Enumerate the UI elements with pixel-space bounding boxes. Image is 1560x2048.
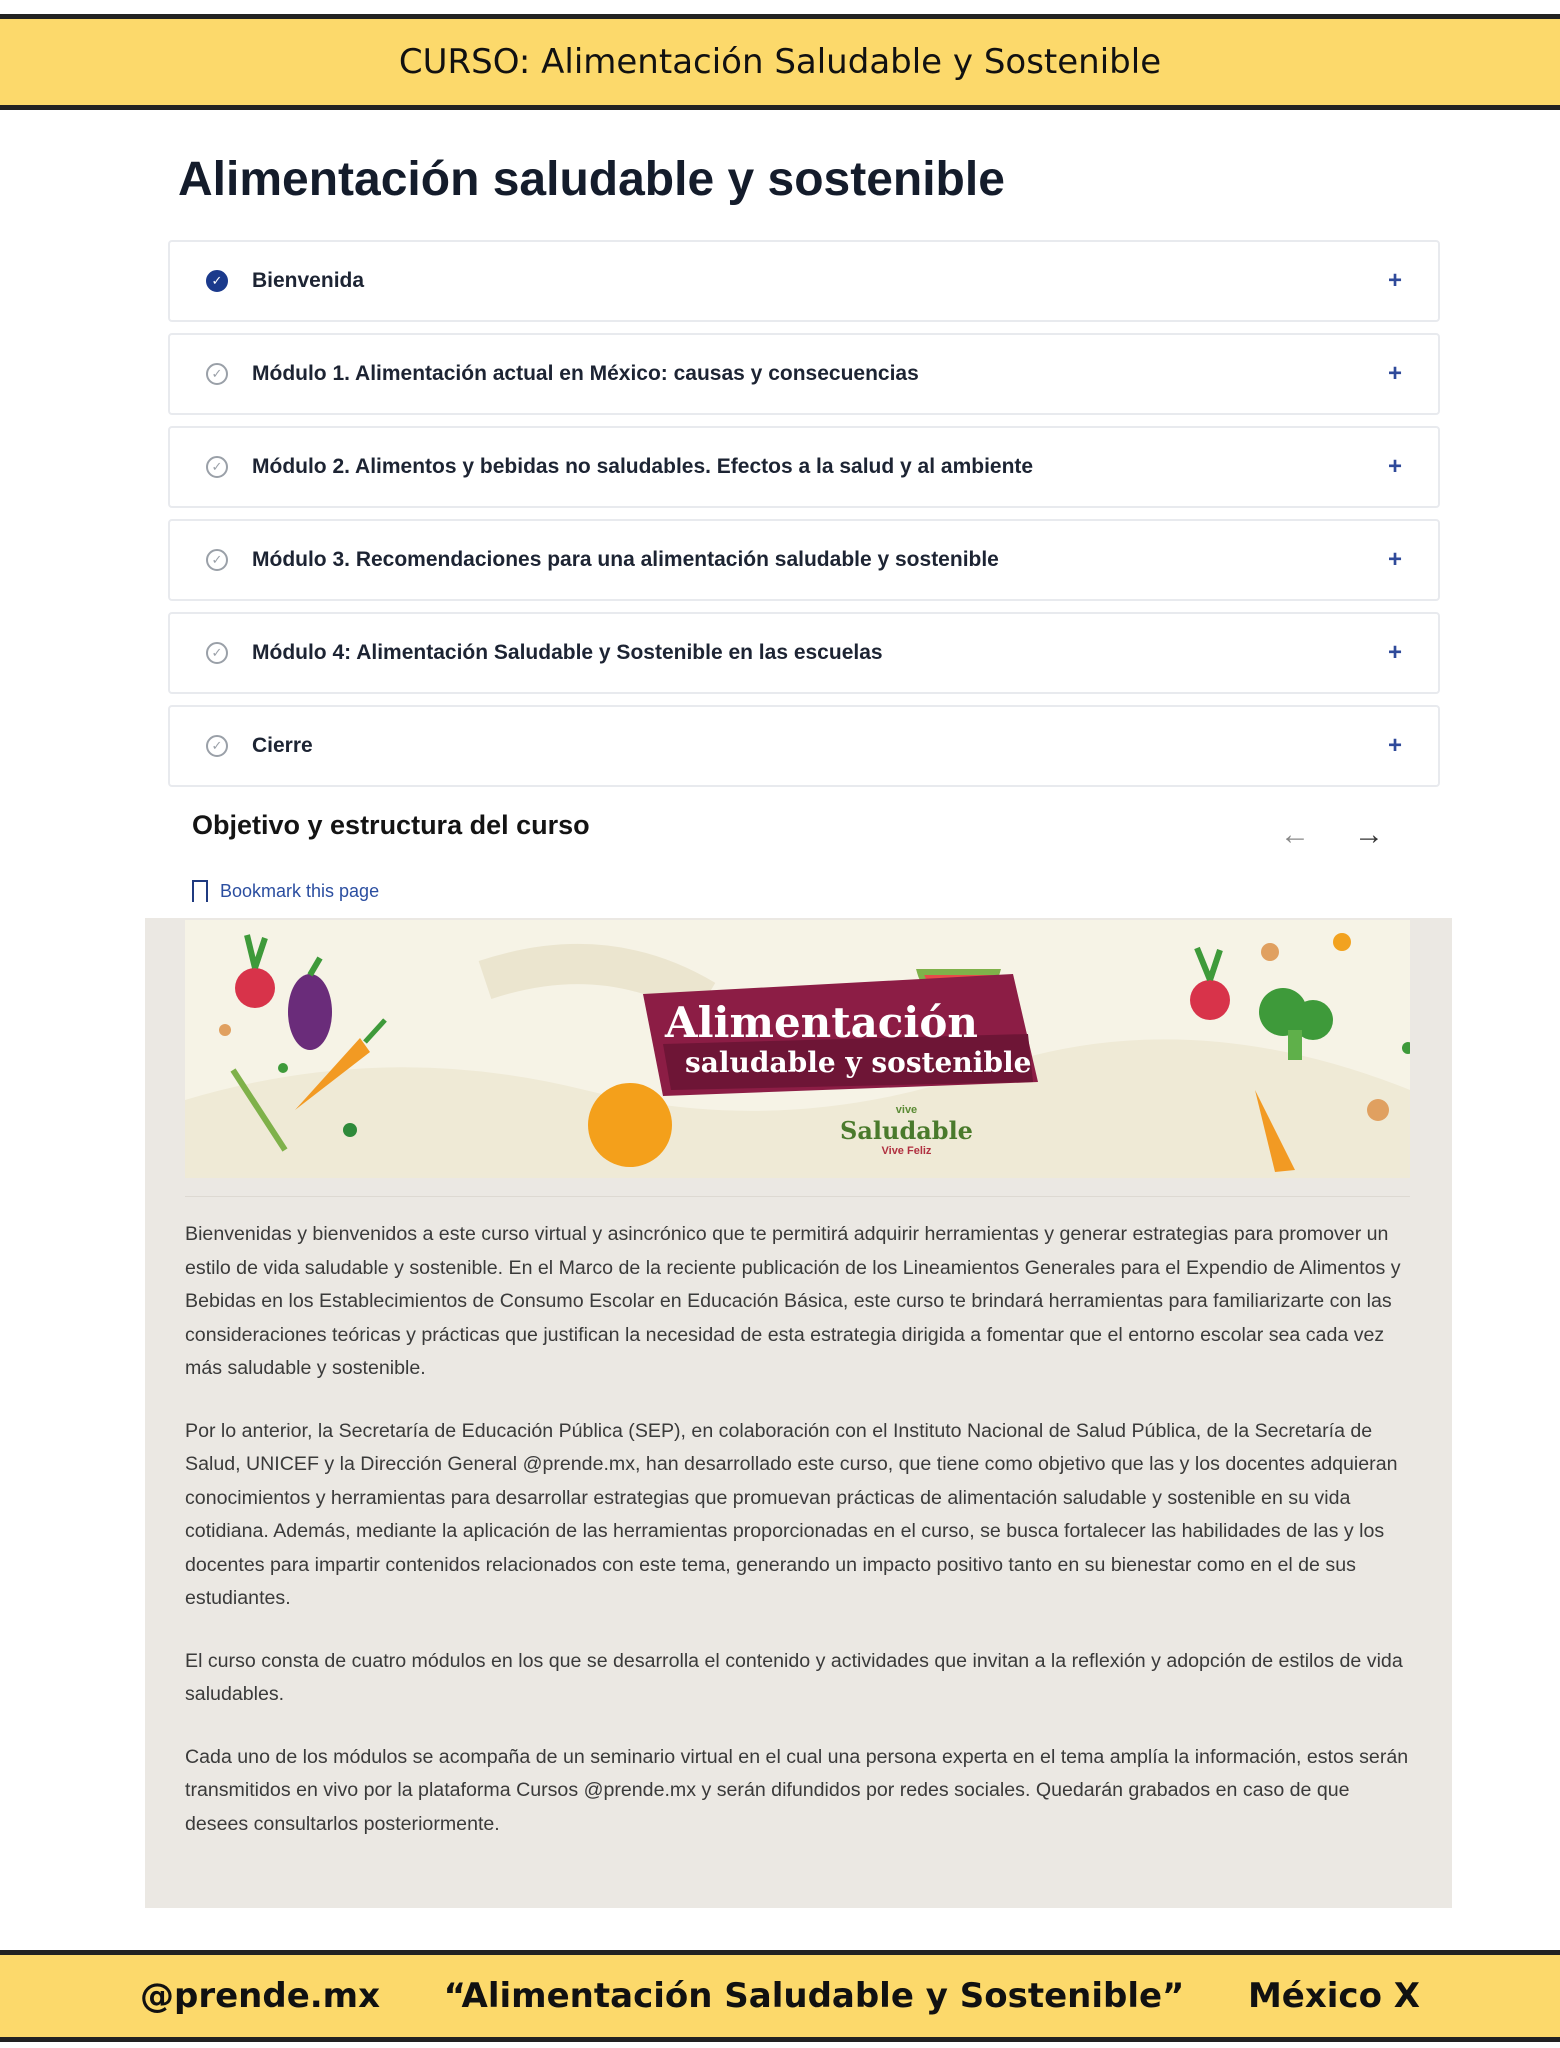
accordion-item-modulo-4[interactable]: [168, 612, 1440, 694]
check-circle-icon: ✓: [206, 549, 228, 571]
radish-icon: [1190, 948, 1230, 1020]
accordion-label: Cierre: [252, 734, 313, 757]
accordion-item-cierre[interactable]: [168, 705, 1440, 787]
course-hero-image: [185, 920, 1410, 1178]
accordion-item-modulo-3[interactable]: [168, 519, 1440, 601]
page-title: Alimentación saludable y sostenible: [178, 153, 1005, 206]
paragraph-intro: Bienvenidas y bienvenidos a este curso virtual y asincrónico que te permitirá adquirir herramientas y generar estrategias para promover un estilo de vida saludable y sostenible. En el Marco de la reciente publicación de los Lineamientos Generales para el Expendio de Alimentos y Bebidas en los Establecimientos de Consumo Escolar en Educación Básica, este curso te brindará herramientas para familiarizarte con las consideraciones teóricas y prácticas que justifican la necesidad de esta estrategia dirigida a fomentar que el entorno escolar sea cada vez más saludable y sostenible.: [185, 1223, 1401, 1379]
check-circle-icon: ✓: [206, 456, 228, 478]
plus-icon[interactable]: +: [1387, 546, 1402, 573]
bottom-banner: [0, 1950, 1560, 2042]
check-circle-icon: ✓: [206, 270, 228, 292]
plus-icon[interactable]: +: [1387, 732, 1402, 759]
plus-icon[interactable]: +: [1387, 360, 1402, 387]
paragraph-seminars: Cada uno de los módulos se acompaña de un seminario virtual en el cual una persona experta en el tema amplía la información, estos serán transmitidos en vivo por la plataforma Cursos @prende.mx y serán difundidos por redes sociales. Quedarán grabados en caso de que desees consultarlos posteriormente.: [185, 1745, 1409, 1835]
plus-icon[interactable]: +: [1387, 453, 1402, 480]
hero-title-line2: saludable y sostenible: [685, 1046, 1032, 1079]
accordion-item-bienvenida[interactable]: [168, 240, 1440, 322]
vive-saludable-logo: vive Saludable Vive Feliz: [840, 1104, 973, 1157]
accordion-label: Módulo 4: Alimentación Saludable y Sostenible en las escuelas: [252, 641, 883, 664]
radish-icon: [235, 935, 275, 1008]
arrow-right-icon[interactable]: →: [1354, 818, 1384, 851]
banner-title: CURSO: Alimentación Saludable y Sostenible: [398, 42, 1162, 82]
divider: [185, 1196, 1410, 1197]
course-description: [185, 1218, 1410, 1870]
section-title: Objetivo y estructura del curso: [192, 810, 590, 840]
bookmark-icon: [192, 880, 208, 902]
paragraph-structure: El curso consta de cuatro módulos en los que se desarrolla el contenido y actividades que invitan a la reflexión y adopción de estilos de vida saludables.: [185, 1649, 1403, 1705]
footer-platform: México X: [1247, 1976, 1420, 2016]
course-outline: [168, 240, 1440, 798]
unit-navigation: [1280, 818, 1384, 852]
eggplant-icon: [288, 958, 332, 1050]
accordion-item-modulo-2[interactable]: [168, 426, 1440, 508]
hero-title-line1: Alimentación: [665, 998, 978, 1047]
plus-icon[interactable]: +: [1387, 639, 1402, 666]
accordion-label: Bienvenida: [252, 269, 365, 292]
accordion-label: Módulo 1. Alimentación actual en México: causas y consecuencias: [252, 362, 919, 385]
accordion-label: Módulo 2. Alimentos y bebidas no saludables. Efectos a la salud y al ambiente: [252, 455, 1034, 478]
bookmark-label: Bookmark this page: [220, 880, 380, 901]
arrow-left-icon[interactable]: ←: [1280, 818, 1310, 851]
content-panel: [145, 918, 1452, 1908]
check-circle-icon: ✓: [206, 642, 228, 664]
footer-course-name: “Alimentación Saludable y Sostenible”: [443, 1976, 1185, 2016]
top-banner: [0, 14, 1560, 110]
accordion-label: Módulo 3. Recomendaciones para una alimentación saludable y sostenible: [252, 548, 999, 571]
footer-brand: @prende.mx: [140, 1976, 381, 2016]
bookmark-button[interactable]: [192, 880, 379, 902]
plus-icon[interactable]: +: [1387, 267, 1402, 294]
check-circle-icon: ✓: [206, 735, 228, 757]
check-circle-icon: ✓: [206, 363, 228, 385]
accordion-item-modulo-1[interactable]: [168, 333, 1440, 415]
paragraph-objective: Por lo anterior, la Secretaría de Educación Pública (SEP), en colaboración con el Instituto Nacional de Salud Pública, de la Secretaría de Salud, UNICEF y la Dirección General @prende.mx, han desarrollado este curso, que tiene como objetivo que las y los docentes adquieran conocimientos y herramientas para desarrollar estrategias que promuevan prácticas de alimentación saludable y sostenible en su vida cotidiana. Además, mediante la aplicación de las herramientas proporcionadas en el curso, se busca fortalecer las habilidades de las y los docentes para impartir contenidos relacionados con este tema, generando un impacto positivo tanto en su bienestar como en el de sus estudiantes.: [185, 1419, 1398, 1609]
